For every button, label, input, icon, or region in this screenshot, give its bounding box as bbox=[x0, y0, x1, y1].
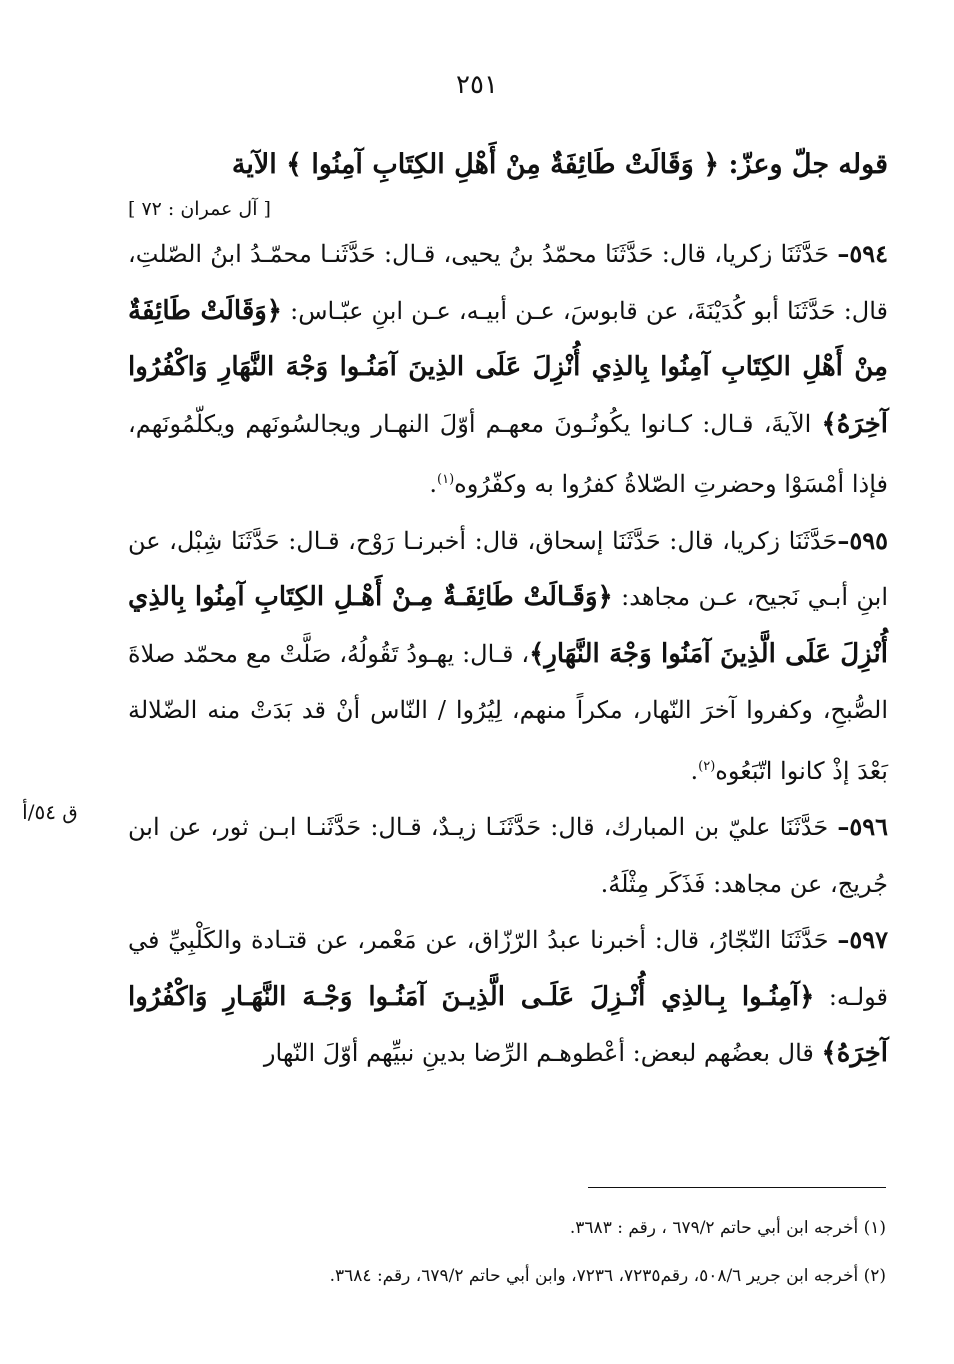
quran-quote: ﴿آمِنُـوا بِـالذِي أُنْـزِلَ عَلَـى الَّذِيـنَ آمَنُـوا وَجْـهَ النَّهَـارِ وَاكْفُرُوا آخِرَهُ﴾ bbox=[128, 981, 888, 1068]
hadith-text: ، قـال: يهـودُ تَقُولُهُ، صَلَّتْ مع محمّد صلاةَ الصُّبحِ، وكفروا آخرَ النّهار، مكراً منهم، لِيُرُوا / النّاس أنْ قد بَدَتْ منه الضّلالة بَعْدَ إذْ كانوا اتّبَعُوه bbox=[128, 639, 888, 785]
section-heading bbox=[128, 138, 888, 192]
heading-suffix: الآية bbox=[231, 149, 287, 180]
hadith-text: . bbox=[429, 470, 437, 498]
hadith-text: حَدَّثَنَا زكريا، قال: حَدَّثَنَا محمّدُ بنُ يحيى، قـال: حَدَّثَنـا محمّـدُ ابنُ الصّلتِ، قال: حَدَّثَنَا أبو كُدَيْنَةَ، عن قابوسَ، عـن أبيـه، عـن ابنِ عبّـاس: bbox=[128, 240, 889, 325]
footnote-separator bbox=[588, 1187, 886, 1188]
footnote: (١) أخرجه ابن أبي حاتم ٦٧٩/٢ ، رقم : ٣٦٨٣. bbox=[569, 1218, 886, 1238]
hadith-text: حَدَّثَنَا عليّ بن المبارك، قال: حَدَّثَنَـا زيـدٌ، قـال: حَدَّثَنـا ابـن ثور، عن ابن جُريج، عن مجاهد: فَذَكَر مِثْلَهُ. bbox=[128, 813, 888, 898]
hadith-paragraph bbox=[128, 513, 888, 800]
quran-quote: ﴿وَقَالَتْ طَائِفَةٌ مِنْ أَهْلِ الكِتَابِ آمِنُوا بِالذِي أُنْزِلَ عَلَى الذِينَ آمَنُـوا وَجْهَ النَّهَارِ وَاكْفُرُوا آخِرَهُ﴾ bbox=[128, 295, 888, 439]
footnotes bbox=[110, 1204, 886, 1300]
hadith-list bbox=[128, 226, 888, 1082]
hadith-number: ٥٩٧– bbox=[837, 925, 888, 954]
hadith-paragraph bbox=[128, 226, 888, 513]
hadith-text: قال بعضُهم لبعض: أعْطوهـم الرِّضا بدينِ نبيِّهم أوّلَ النّهار bbox=[263, 1039, 822, 1067]
hadith-number: ٥٩٤– bbox=[837, 239, 888, 268]
hadith-number: ٥٩٦– bbox=[837, 812, 888, 841]
main-text bbox=[128, 138, 888, 1082]
footnote: (٢) أخرجه ابن جرير ٥٠٨/٦، رقم٧٢٣٥، ٧٢٣٦، وابن أبي حاتم ٦٧٩/٢، رقم: ٣٦٨٤. bbox=[329, 1266, 886, 1286]
hadith-paragraph bbox=[128, 799, 888, 912]
hadith-text: . bbox=[690, 756, 699, 785]
footnote-marker: (٢) bbox=[698, 758, 716, 774]
hadith-number: ٥٩٥– bbox=[837, 525, 888, 555]
hadith-text: الآيةَ، قـال: كـانوا يكُونُـونَ معهـم أوّلَ النهـار ويجالسُونَهم ويكلّمُونَهم، فإذا أمْسَوْا وحضرتِ الصّلاةُ كفرُوا به وكفّرُوه bbox=[128, 409, 888, 498]
footnote-marker: (١) bbox=[437, 472, 455, 487]
hadith-paragraph bbox=[128, 912, 888, 1082]
page-number: ٢٥١ bbox=[456, 70, 498, 100]
hadith-text: حَدَّثَنَا زكريا، قال: حَدَّثَنَا إسحاق، قال: أخبرنـا رَوْح، قـال: حَدَّثَنَا شِبْل، عن ابنِ أبـي نَجيح، عـن مجاهد: bbox=[128, 526, 889, 611]
heading-prefix: قوله جلّ وعزّ: bbox=[719, 149, 888, 180]
heading-verse: ﴿ وَقَالَتْ طَائِفَةٌ مِنْ أَهْلِ الكِتَابِ آمِنُوا ﴾ bbox=[286, 149, 720, 180]
hadith-text: حَدَّثَنَا النّجّارُ، قال: أخبرنا عبدُ الرّزّاق، عن مَعْمر، عن قتـادة والكَلْبِيِّ في قولـه: bbox=[128, 926, 889, 1011]
quran-quote: ﴿وَقَـالَتْ طَائِفَـةٌ مِـنْ أَهْـلِ الكِتَابِ آمِنُوا بِالذِي أُنْزِلَ عَلَى الَّذِينَ آمَنُوا وَجْهَ النَّهَارِ﴾ bbox=[128, 582, 888, 669]
margin-note: ق ٥٤/أ bbox=[22, 800, 78, 824]
verse-reference: [ آل عمران : ٧٢ ] bbox=[128, 198, 271, 220]
